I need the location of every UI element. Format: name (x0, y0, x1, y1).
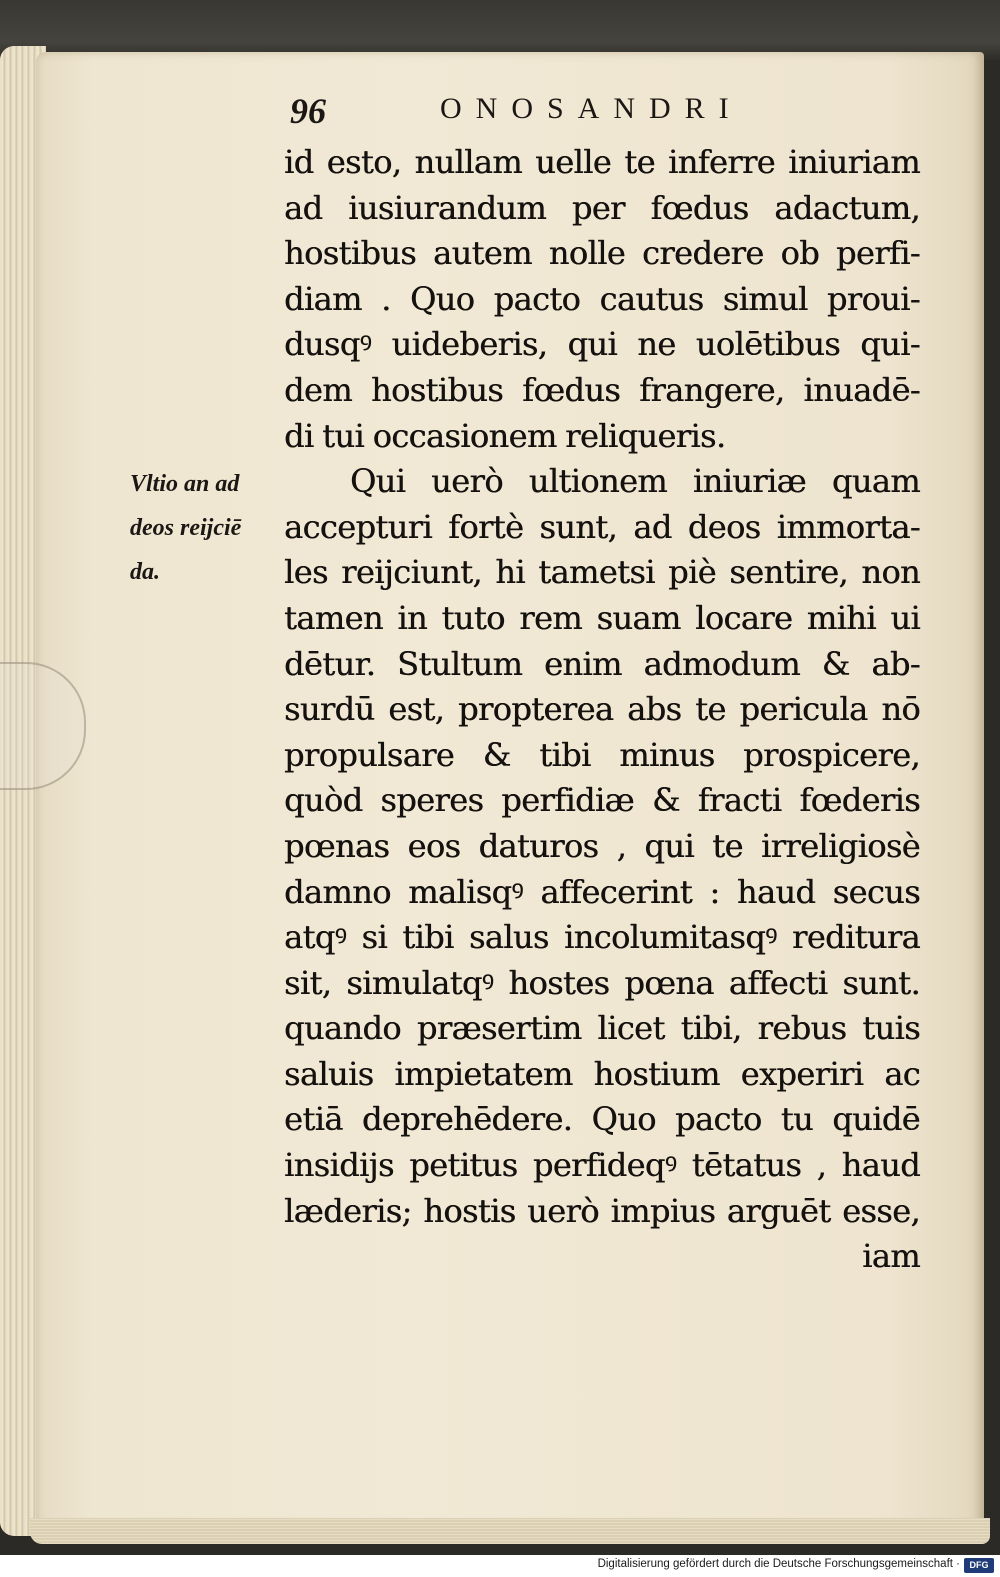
text-line: atqꝰ si tibi salus incolumitasqꝰ reditura (284, 918, 920, 957)
page-number: 96 (290, 91, 326, 131)
book-cover-edge (0, 0, 1000, 60)
marginal-note-line: da. (130, 559, 160, 585)
page-bottom-edge (30, 1518, 990, 1544)
dfg-logo: DFG (964, 1558, 994, 1573)
text-line: quòd speres perfidiæ & fracti fœderis (284, 781, 920, 820)
text-line: surdū est, propterea abs te pericula nō (284, 690, 920, 729)
text-line: diam . Quo pacto cautus simul proui- (284, 279, 920, 318)
text-line: hostibus autem nolle credere ob perfi- (284, 234, 920, 273)
catchword: iam (862, 1237, 920, 1276)
text-line: læderis; hostis uerò impius arguēt esse, (284, 1191, 920, 1230)
text-line: Qui uerò ultionem iniuriæ quam (350, 462, 920, 501)
digitization-footer (0, 1555, 1000, 1577)
main-text-block (284, 140, 920, 1280)
text-line: damno malisqꝰ affecerint : haud secus (284, 872, 920, 911)
text-line: quando præsertim licet tibi, rebus tuis (284, 1009, 920, 1048)
text-line: di tui occasionem reliqueris. (284, 416, 726, 455)
funding-credit: Digitalisierung gefördert durch die Deutsche Forschungsgemeinschaft · (597, 1558, 960, 1570)
marginal-note-line: deos reijciē (130, 515, 242, 541)
page-header-title: ONOSANDRI (440, 92, 743, 125)
text-line: sit, simulatqꝰ hostes pœna affecti sunt. (284, 963, 920, 1002)
marginal-note-line: Vltio an ad (130, 471, 240, 497)
marginal-note (130, 462, 280, 594)
text-line: accepturi fortè sunt, ad deos immorta- (284, 507, 920, 546)
running-head (280, 88, 800, 134)
text-line: id esto, nullam uelle te inferre iniuriam (284, 143, 920, 181)
text-line: dētur. Stultum enim admodum & ab- (284, 644, 920, 683)
text-line: dusqꝰ uideberis, qui ne uolētibus qui- (284, 325, 920, 364)
text-line: les reijciunt, hi tametsi piè sentire, non (284, 553, 920, 592)
text-line: pœnas eos daturos , qui te irreligiosè (284, 826, 920, 865)
text-line: tamen in tuto rem suam locare mihi ui (284, 598, 920, 637)
text-line: propulsare & tibi minus prospicere, (284, 735, 920, 774)
text-line: insidijs petitus perfideqꝰ tētatus , haud (284, 1146, 920, 1185)
text-line: saluis impietatem hostium experiri ac (284, 1054, 920, 1093)
text-line: etiā deprehēdere. Quo pacto tu quidē (284, 1100, 920, 1139)
text-line: dem hostibus fœdus frangere, inuadē- (284, 370, 920, 409)
text-line: ad iusiurandum per fœdus adactum, (284, 188, 920, 227)
